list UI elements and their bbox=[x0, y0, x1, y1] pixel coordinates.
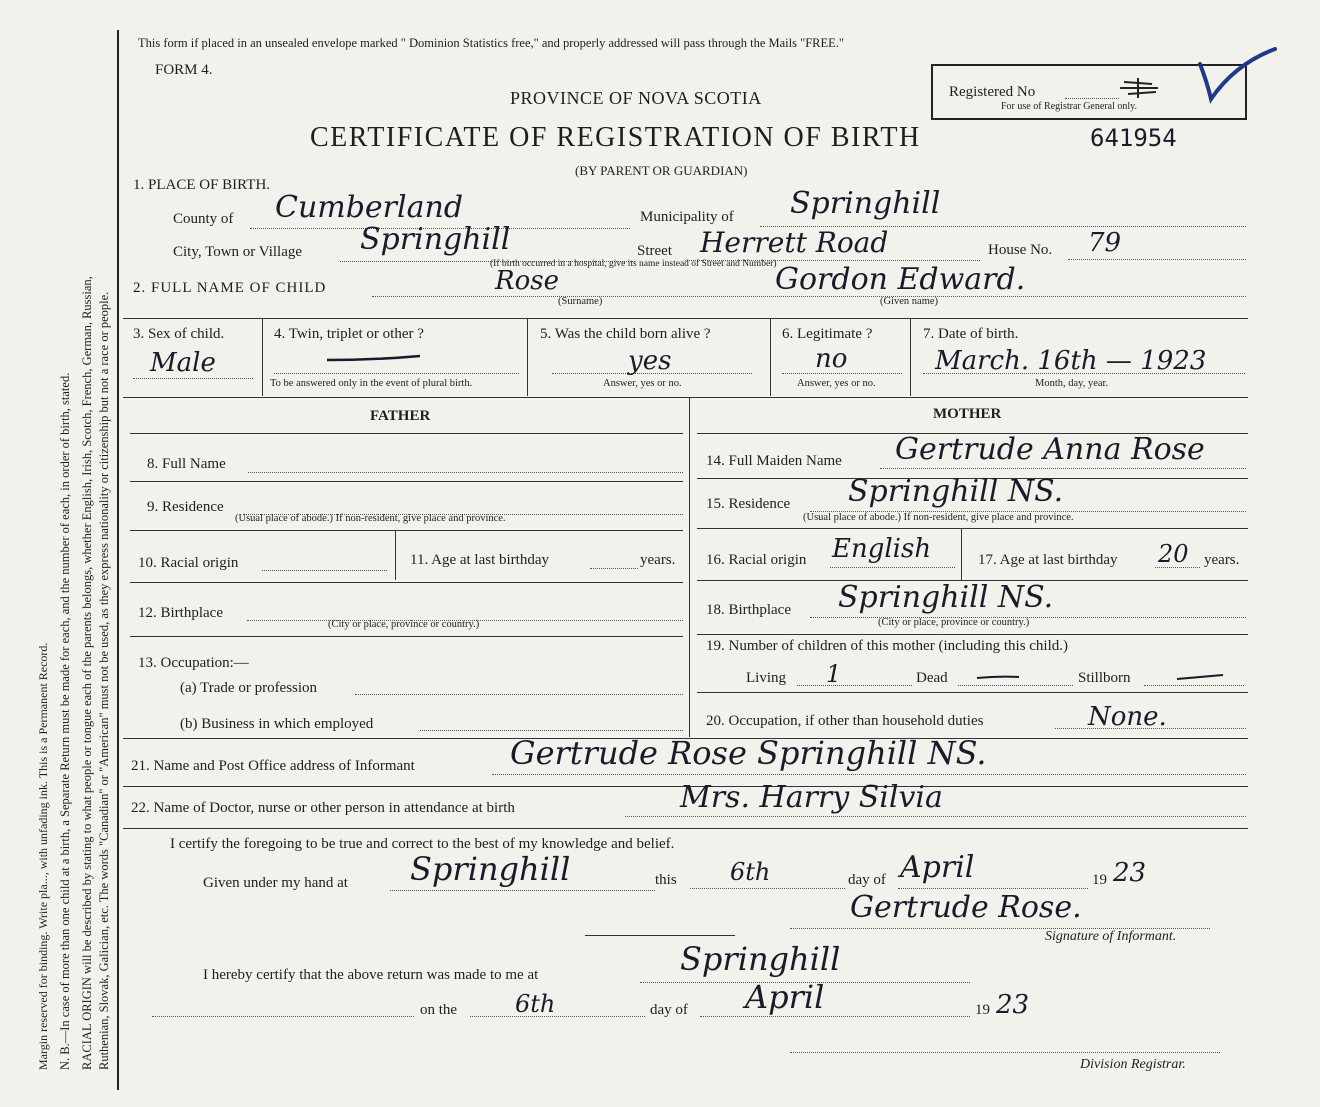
day-of-label: day of bbox=[848, 872, 886, 888]
father-name-label: 8. Full Name bbox=[147, 456, 226, 472]
mother-age-value: 20 bbox=[1158, 540, 1189, 568]
given-day: 6th bbox=[730, 858, 771, 886]
twin-dash-icon bbox=[325, 350, 425, 366]
father-occupation-label: 13. Occupation:— bbox=[138, 655, 249, 671]
certify-statement: I certify the foregoing to be true and correct to the best of my knowledge and belief. bbox=[170, 836, 675, 852]
dead-dash-icon bbox=[975, 672, 1021, 682]
city-value: Springhill bbox=[360, 222, 511, 257]
county-value: Cumberland bbox=[275, 190, 464, 225]
registrar-day-of-label: day of bbox=[650, 1002, 688, 1018]
margin-note-racial-2: Ruthenian, Slovak, Galician, etc. The words "Canadian" or "American" must not be used, as they express nationality or citizenship but not a race or people. bbox=[97, 291, 111, 1070]
child-given-name: Gordon Edward. bbox=[775, 262, 1026, 297]
dob-note: Month, day, year. bbox=[1035, 378, 1109, 389]
city-label: City, Town or Village bbox=[173, 244, 303, 260]
house-label: House No. bbox=[988, 242, 1053, 258]
living-value: 1 bbox=[826, 660, 842, 688]
father-residence-note: (Usual place of abode.) If non-resident, give place and province. bbox=[235, 513, 506, 524]
certificate-number: 641954 bbox=[1090, 124, 1177, 152]
living-label: Living bbox=[746, 670, 786, 686]
father-heading: FATHER bbox=[370, 408, 431, 424]
mother-birthplace-label: 18. Birthplace bbox=[706, 602, 791, 618]
legitimate-note: Answer, yes or no. bbox=[797, 378, 876, 389]
father-age-label: 11. Age at last birthday bbox=[410, 552, 549, 568]
mother-name-label: 14. Full Maiden Name bbox=[706, 453, 842, 469]
registered-note: For use of Registrar General only. bbox=[1001, 101, 1137, 112]
informant-value: Gertrude Rose Springhill NS. bbox=[510, 734, 987, 772]
given-name-note: (Given name) bbox=[880, 296, 939, 307]
house-value: 79 bbox=[1088, 228, 1122, 258]
informant-label: 21. Name and Post Office address of Informant bbox=[131, 758, 415, 774]
child-name-label: 2. FULL NAME OF CHILD bbox=[133, 280, 327, 296]
registrar-label: Division Registrar. bbox=[1080, 1057, 1186, 1072]
province-title: PROVINCE OF NOVA SCOTIA bbox=[510, 88, 762, 108]
informant-signature: Gertrude Rose. bbox=[850, 890, 1082, 925]
registrar-month: April bbox=[745, 978, 825, 1016]
mother-birthplace-note: (City or place, province or country.) bbox=[878, 617, 1030, 628]
twin-note: To be answered only in the event of plural birth. bbox=[270, 378, 473, 389]
given-year: 23 bbox=[1113, 858, 1147, 888]
registrar-statement: I hereby certify that the above return was made to me at bbox=[203, 967, 539, 983]
alive-note: Answer, yes or no. bbox=[603, 378, 682, 389]
legitimate-value: no bbox=[815, 344, 848, 374]
stillborn-label: Stillborn bbox=[1078, 670, 1131, 686]
given-place: Springhill bbox=[410, 850, 571, 888]
certificate-subtitle: (BY PARENT OR GUARDIAN) bbox=[575, 163, 748, 178]
municipality-value: Springhill bbox=[790, 186, 941, 221]
child-surname: Rose bbox=[495, 266, 559, 296]
registrar-year-prefix: 19 bbox=[975, 1002, 990, 1018]
mother-years-label: years. bbox=[1204, 552, 1240, 568]
alive-label: 5. Was the child born alive ? bbox=[540, 326, 711, 342]
dob-label: 7. Date of birth. bbox=[923, 326, 1019, 342]
father-years-label: years. bbox=[640, 552, 676, 568]
certificate-title: CERTIFICATE OF REGISTRATION OF BIRTH bbox=[310, 122, 921, 153]
signature-label: Signature of Informant. bbox=[1045, 929, 1177, 944]
alive-value: yes bbox=[628, 346, 672, 376]
father-racial-label: 10. Racial origin bbox=[138, 555, 239, 571]
this-label: this bbox=[655, 872, 677, 888]
father-birthplace-label: 12. Birthplace bbox=[138, 605, 223, 621]
street-value: Herrett Road bbox=[700, 226, 889, 259]
mother-name-value: Gertrude Anna Rose bbox=[895, 432, 1205, 467]
margin-note-racial-1: RACIAL ORIGIN will be described by stating to what people or tongue each of the parents belongs, whether English, Irish, Scotch, French, German, Russian, bbox=[80, 276, 94, 1070]
registrar-day: 6th bbox=[515, 990, 556, 1018]
county-label: County of bbox=[173, 211, 234, 227]
mother-birthplace-value: Springhill NS. bbox=[838, 580, 1054, 615]
father-trade-label: (a) Trade or profession bbox=[180, 680, 318, 696]
father-business-label: (b) Business in which employed bbox=[180, 716, 374, 732]
given-month: April bbox=[900, 850, 975, 885]
mother-residence-value: Springhill NS. bbox=[848, 474, 1064, 509]
doctor-label: 22. Name of Doctor, nurse or other person in attendance at birth bbox=[131, 800, 515, 816]
check-mark-icon bbox=[1195, 44, 1285, 104]
margin-note-binding: Margin reserved for binding. Write pla..., with unfading ink. This is a Permanent Record. bbox=[36, 642, 50, 1070]
mother-residence-note: (Usual place of abode.) If non-resident, give place and province. bbox=[803, 512, 1074, 523]
registrar-place: Springhill bbox=[680, 940, 841, 978]
hospital-note: (If birth occurred in a hospital, give its name instead of Street and Number) bbox=[490, 259, 777, 269]
doctor-value: Mrs. Harry Silvia bbox=[680, 780, 943, 815]
year-prefix: 19 bbox=[1092, 872, 1107, 888]
dead-label: Dead bbox=[916, 670, 948, 686]
mother-occupation-label: 20. Occupation, if other than household duties bbox=[706, 713, 984, 729]
stillborn-dash-icon bbox=[1175, 672, 1225, 682]
mother-racial-value: English bbox=[832, 534, 932, 564]
surname-note: (Surname) bbox=[558, 296, 603, 307]
legitimate-label: 6. Legitimate ? bbox=[782, 326, 873, 342]
dob-value: March. 16th — 1923 bbox=[935, 346, 1207, 376]
street-label: Street bbox=[637, 243, 672, 259]
twin-label: 4. Twin, triplet or other ? bbox=[274, 326, 424, 342]
form-number: FORM 4. bbox=[155, 62, 213, 78]
mother-heading: MOTHER bbox=[933, 406, 1002, 422]
sex-value: Male bbox=[150, 348, 216, 378]
father-birthplace-note: (City or place, province or country.) bbox=[328, 619, 480, 630]
given-under-label: Given under my hand at bbox=[203, 875, 348, 891]
registered-scribble-icon bbox=[1118, 76, 1162, 100]
place-of-birth-label: 1. PLACE OF BIRTH. bbox=[133, 177, 271, 193]
mother-age-label: 17. Age at last birthday bbox=[978, 552, 1118, 568]
mother-occupation-value: None. bbox=[1088, 702, 1167, 732]
mail-note: This form if placed in an unsealed envelope marked " Dominion Statistics free," and properly addressed will pass through the Mails "FREE." bbox=[138, 36, 845, 50]
registered-label: Registered No bbox=[949, 84, 1036, 100]
on-the-label: on the bbox=[420, 1002, 458, 1018]
mother-racial-label: 16. Racial origin bbox=[706, 552, 807, 568]
mother-residence-label: 15. Residence bbox=[706, 496, 791, 512]
margin-rule bbox=[117, 30, 119, 1090]
mother-children-label: 19. Number of children of this mother (including this child.) bbox=[706, 638, 1069, 654]
father-residence-label: 9. Residence bbox=[147, 499, 224, 515]
sex-label: 3. Sex of child. bbox=[133, 326, 225, 342]
municipality-label: Municipality of bbox=[640, 209, 734, 225]
registrar-year: 23 bbox=[996, 990, 1030, 1020]
margin-note-nb: N. B.—In case of more than one child at a birth, a Separate Return must be made for each, and the number of each, in order of birth, stated. bbox=[58, 372, 72, 1070]
